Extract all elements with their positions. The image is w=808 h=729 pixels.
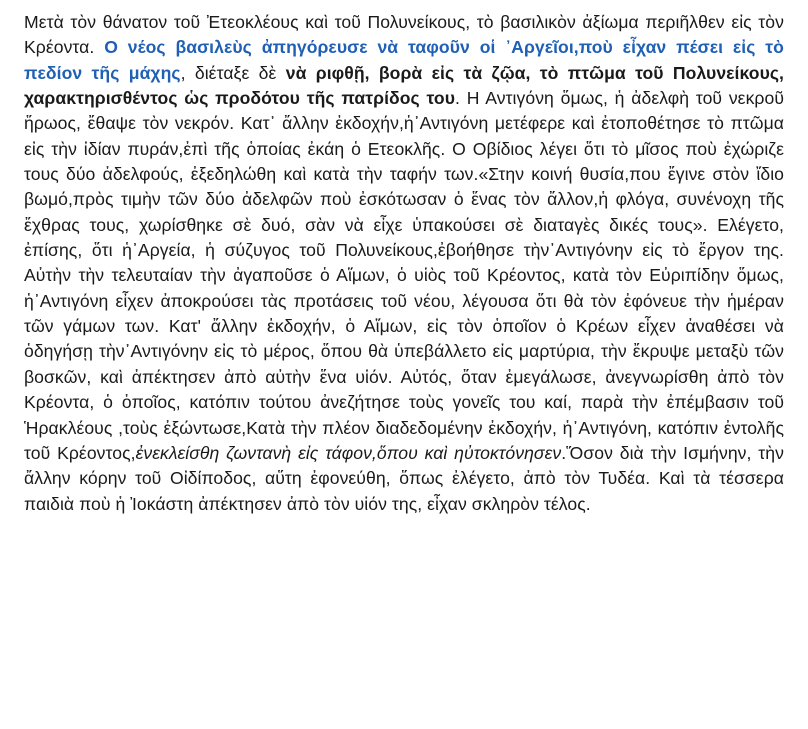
bold-phrase: νὰ ριφθῇ, βορὰ εἰς τὰ ζῷα, τὸ πτῶμα τοῦ Πολυνείκους, χαρακτηρισθέντος ὡς προδότου τῆς πατρίδος του <box>24 62 784 109</box>
highlighted-sentence: Ο νέος βασιλεὺς ἀπηγόρευσε νὰ ταφοῦν οἱ ᾿Αργεῖοι,ποὺ εἶχαν πέσει εἰς τὸ πεδίον τῆς μάχης <box>24 37 784 83</box>
text-ending: .Ὅσον διὰ τὴν Ισμήνην, τὴν ἄλλην κόρην τοῦ Οἰδίποδος, αὕτη ἐφονεύθη, ὅπως ἐλέγετο, ἀπὸ τὸν Τυδέα. Καὶ τὰ τέσσερα παιδιὰ ποὺ ἡ Ἰοκάστη ἀπέκτησεν ἀπὸ τὸν υἱόν της, εἶχαν σκληρὸν τέλος. <box>24 442 784 514</box>
body-paragraph <box>24 10 784 517</box>
text-intro: Μετὰ τὸν θάνατον τοῦ Ἐτεοκλέους καὶ τοῦ Πολυνείκους, τὸ βασιλικὸν ἀξίωμα περιῆλθεν εἰς τὸν Κρέοντα. <box>24 12 784 58</box>
italic-phrase: ἐνεκλείσθη ζωντανὴ εἰς τάφον,ὅπου καὶ ηὐτοκτόνησεν <box>135 442 562 463</box>
text-main: . Η Αντιγόνη ὅμως, ἡ ἀδελφὴ τοῦ νεκροῦ ἥρωος, ἔθαψε τὸν νεκρόν. Κατ᾿ ἄλλην ἐκδοχήν,ἡ᾿Αντιγόνη μετέφερε καὶ ἐτοποθέτησε τὸ πτῶμα εἰς τὴν ἰδίαν πυράν,ἐπὶ τῆς ὁποίας ἐκάη ὁ Ετεοκλῆς. Ο Οβίδιος λέγει ὅτι τὸ μῖσος ποὺ ἐχώριζε τους δύο ἀδελφούς, ἐξεδηλώθη καὶ κατὰ τὴν ταφήν των.«Στην κοινή θυσία,που ἔγινε στὸν ἴδιο βωμό,πρὸς τιμὴν τῶν δύο ἀδελφῶν ποὺ ἐσκότωσαν ὁ ἕνας τὸν ἄλλον,ἡ φλόγα, συνένοχη τῆς ἔχθρας τους, χωρίσθηκε σὲ δυό, σὰν νὰ εἶχε ὑπακούσει σὲ διαταγὲς δικές τους». Ελέγετο, ἐπίσης, ὅτι ἡ᾿Αργεία, ἡ σύζυγος τοῦ Πολυνείκους,ἐβοήθησε τὴν᾿Αντιγόνην εἰς τὸ ἔργον της. Αὐτὴν τὴν τελευταίαν τὴν ἀγαποῦσε ὁ Αἵμων, ὁ υἱὸς τοῦ Κρέοντος, κατὰ τὸν Εὐριπίδην ὅμως, ἡ᾿Αντιγόνη εἶχεν ἀποκρούσει τὰς προτάσεις τοῦ νέου, λέγουσα ὅτι θὰ τὸν ἐφόνευε τὴν ἡμέραν τῶν γάμων των. Κατ' ἄλλην ἐκδοχήν, ὁ Αἵμων, εἰς τὸν ὁποῖον ὁ Κρέων εἶχεν ἀναθέσει νὰ ὁδηγήσῃ τὴν᾿Αντιγόνην εἰς τὸ μέρος, ὅπου θὰ ὑπεβάλλετο εἰς μαρτύρια, τὴν ἔκρυψε μεταξὺ τῶν βοσκῶν, καὶ ἀπέκτησεν ἀπὸ αὐτὴν ἕνα υἱόν. Αὐτός, ὅταν ἐμεγάλωσε, ἀνεγνωρίσθη ἀπὸ τὸν Κρέοντα, ὁ ὁποῖος, κατόπιν τούτου ἀνεζήτησε τοὺς γονεῖς του καί, παρὰ τὴν ἐπέμβασιν τοῦ Ἡρακλέους ,τοὺς ἐξώντωσε,Κατὰ τὴν πλέον διαδεδομένην ἐκδοχήν, ἡ᾿Αντιγόνη, κατόπιν ἐντολῆς τοῦ Κρέοντος, <box>24 88 784 463</box>
text-connector: , διέταξε δὲ <box>180 62 286 83</box>
